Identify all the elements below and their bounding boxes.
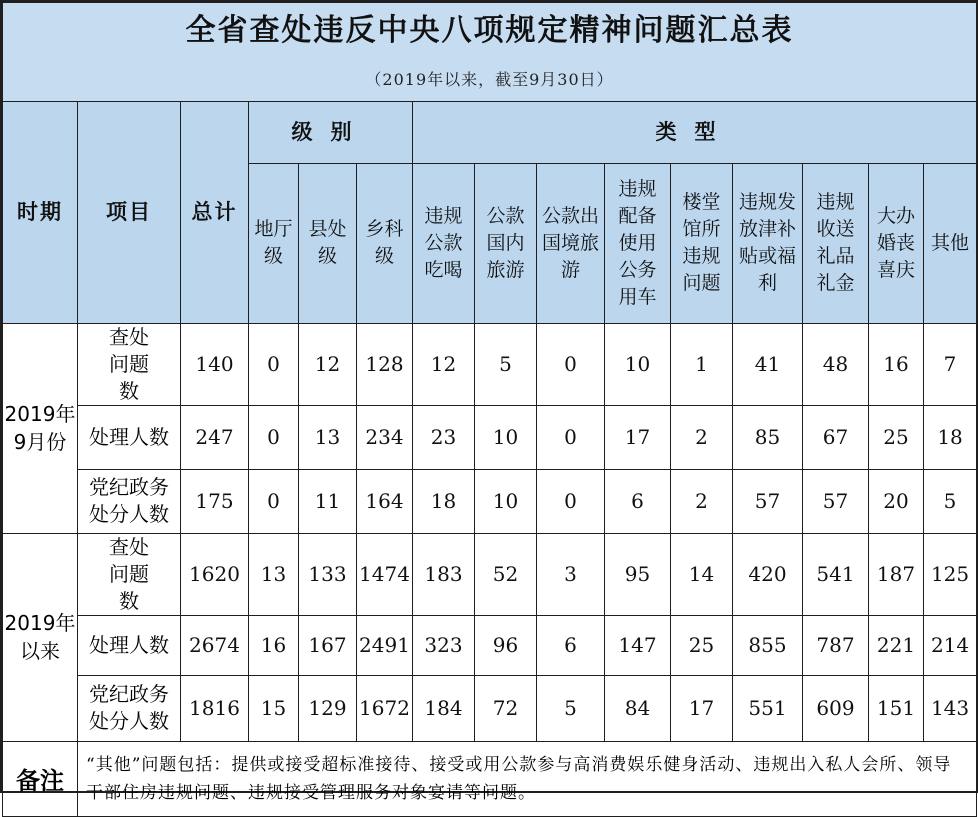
value-cell: 855 (733, 615, 803, 675)
value-cell: 0 (537, 323, 605, 405)
value-cell: 25 (671, 615, 733, 675)
value-cell: 10 (475, 469, 537, 533)
value-cell: 1474 (357, 533, 413, 615)
value-cell: 143 (924, 675, 977, 741)
value-cell: 2491 (357, 615, 413, 675)
value-cell: 0 (249, 469, 299, 533)
value-cell: 10 (605, 323, 671, 405)
header-level-2 (299, 163, 357, 323)
value-total: 2674 (181, 615, 249, 675)
value-cell: 420 (733, 533, 803, 615)
value-cell: 6 (537, 615, 605, 675)
header-type-4 (605, 163, 671, 323)
table-row (3, 615, 977, 675)
value-cell: 609 (803, 675, 869, 741)
header-type-1-label: 违规公款吃喝 (424, 204, 463, 281)
value-cell: 52 (475, 533, 537, 615)
header-type-7 (803, 163, 869, 323)
value-cell: 16 (869, 323, 924, 405)
value-cell: 18 (413, 469, 475, 533)
subtitle-cell (3, 59, 977, 102)
value-cell: 57 (733, 469, 803, 533)
value-cell: 1672 (357, 675, 413, 741)
value-cell: 85 (733, 405, 803, 469)
value-cell: 323 (413, 615, 475, 675)
summary-table (2, 2, 977, 817)
item-label: 党纪政务处分人数 (89, 682, 169, 733)
header-type-4-label: 违规配备使用公务用车 (618, 177, 657, 308)
header-type-9 (924, 163, 977, 323)
table-row (3, 675, 977, 741)
item-label: 处理人数 (89, 424, 169, 449)
period-cell-1 (3, 323, 78, 533)
note-text: “其他”问题包括：提供或接受超标准接待、接受或用公款参与高消费娱乐健身活动、违规出入私人会所、领导干部住房违规问题、违规接受管理服务对象宴请等问题。 (78, 741, 977, 816)
value-cell: 0 (537, 469, 605, 533)
value-cell: 96 (475, 615, 537, 675)
value-total: 1816 (181, 675, 249, 741)
value-cell: 787 (803, 615, 869, 675)
header-type-5-label: 楼堂馆所违规问题 (682, 191, 721, 294)
value-cell: 20 (869, 469, 924, 533)
value-total: 1620 (181, 533, 249, 615)
header-type-3-label: 公款出国境旅游 (541, 204, 599, 281)
period-cell-2 (3, 533, 78, 741)
value-cell: 0 (249, 323, 299, 405)
header-type-2 (475, 163, 537, 323)
value-total: 175 (181, 469, 249, 533)
value-cell: 7 (924, 323, 977, 405)
value-cell: 95 (605, 533, 671, 615)
value-cell: 18 (924, 405, 977, 469)
item-cell (78, 469, 181, 533)
header-type-8-label: 大办婚丧喜庆 (876, 204, 915, 281)
value-cell: 67 (803, 405, 869, 469)
header-total: 总计 (181, 101, 249, 323)
value-cell: 5 (924, 469, 977, 533)
value-cell: 84 (605, 675, 671, 741)
header-type-5 (671, 163, 733, 323)
value-cell: 234 (357, 405, 413, 469)
value-cell: 129 (299, 675, 357, 741)
header-type-2-label: 公款国内旅游 (486, 204, 525, 281)
value-total: 140 (181, 323, 249, 405)
period-label-1: 2019年9月份 (4, 402, 76, 454)
note-label: 备注 (3, 741, 78, 816)
item-cell (78, 675, 181, 741)
item-cell (78, 405, 181, 469)
header-type-3 (537, 163, 605, 323)
header-level-1-label: 地厅级 (254, 218, 293, 267)
value-cell: 214 (924, 615, 977, 675)
value-cell: 1 (671, 323, 733, 405)
title-cell (3, 3, 977, 59)
value-cell: 187 (869, 533, 924, 615)
value-cell: 3 (537, 533, 605, 615)
value-cell: 184 (413, 675, 475, 741)
header-period: 时期 (3, 101, 78, 323)
value-cell: 147 (605, 615, 671, 675)
header-type-6-label: 违规发放津补贴或福利 (738, 191, 796, 294)
header-type-group: 类型 (413, 101, 977, 163)
header-level-1 (249, 163, 299, 323)
period-label-2: 2019年以来 (4, 611, 76, 663)
value-cell: 221 (869, 615, 924, 675)
note-row (3, 741, 977, 816)
item-label: 查处问题数 (109, 324, 149, 403)
value-cell: 11 (299, 469, 357, 533)
item-cell (78, 615, 181, 675)
value-cell: 2 (671, 405, 733, 469)
value-cell: 183 (413, 533, 475, 615)
value-cell: 41 (733, 323, 803, 405)
header-item: 项目 (78, 101, 181, 323)
table-row (3, 405, 977, 469)
header-level-3 (357, 163, 413, 323)
value-cell: 2 (671, 469, 733, 533)
item-label: 党纪政务处分人数 (89, 475, 169, 526)
header-level-3-label: 乡科级 (365, 218, 404, 267)
value-cell: 167 (299, 615, 357, 675)
value-cell: 13 (299, 405, 357, 469)
header-level-group: 级别 (249, 101, 413, 163)
value-cell: 541 (803, 533, 869, 615)
value-cell: 5 (537, 675, 605, 741)
value-cell: 5 (475, 323, 537, 405)
value-cell: 0 (249, 405, 299, 469)
header-type-9-label: 其他 (931, 231, 970, 254)
value-cell: 125 (924, 533, 977, 615)
value-cell: 164 (357, 469, 413, 533)
value-cell: 12 (299, 323, 357, 405)
value-cell: 72 (475, 675, 537, 741)
value-cell: 15 (249, 675, 299, 741)
value-cell: 6 (605, 469, 671, 533)
value-cell: 151 (869, 675, 924, 741)
header-type-1 (413, 163, 475, 323)
value-cell: 133 (299, 533, 357, 615)
value-cell: 13 (249, 533, 299, 615)
item-label: 查处问题数 (109, 534, 149, 613)
value-cell: 17 (671, 675, 733, 741)
table-row (3, 533, 977, 615)
item-label: 处理人数 (89, 632, 169, 657)
item-cell (78, 533, 181, 615)
value-cell: 25 (869, 405, 924, 469)
value-cell: 14 (671, 533, 733, 615)
page-title: 全省查处违反中央八项规定精神问题汇总表 (185, 12, 794, 48)
value-cell: 23 (413, 405, 475, 469)
header-type-6 (733, 163, 803, 323)
value-cell: 12 (413, 323, 475, 405)
table-row (3, 469, 977, 533)
value-cell: 128 (357, 323, 413, 405)
header-type-8 (869, 163, 924, 323)
value-cell: 16 (249, 615, 299, 675)
header-level-2-label: 县处级 (308, 218, 347, 267)
value-cell: 10 (475, 405, 537, 469)
value-cell: 17 (605, 405, 671, 469)
value-cell: 48 (803, 323, 869, 405)
value-cell: 57 (803, 469, 869, 533)
item-cell (78, 323, 181, 405)
table-row (3, 323, 977, 405)
page-subtitle: （2019年以来，截至9月30日） (365, 69, 614, 89)
value-total: 247 (181, 405, 249, 469)
header-type-7-label: 违规收送礼品礼金 (816, 191, 855, 294)
value-cell: 0 (537, 405, 605, 469)
value-cell: 551 (733, 675, 803, 741)
